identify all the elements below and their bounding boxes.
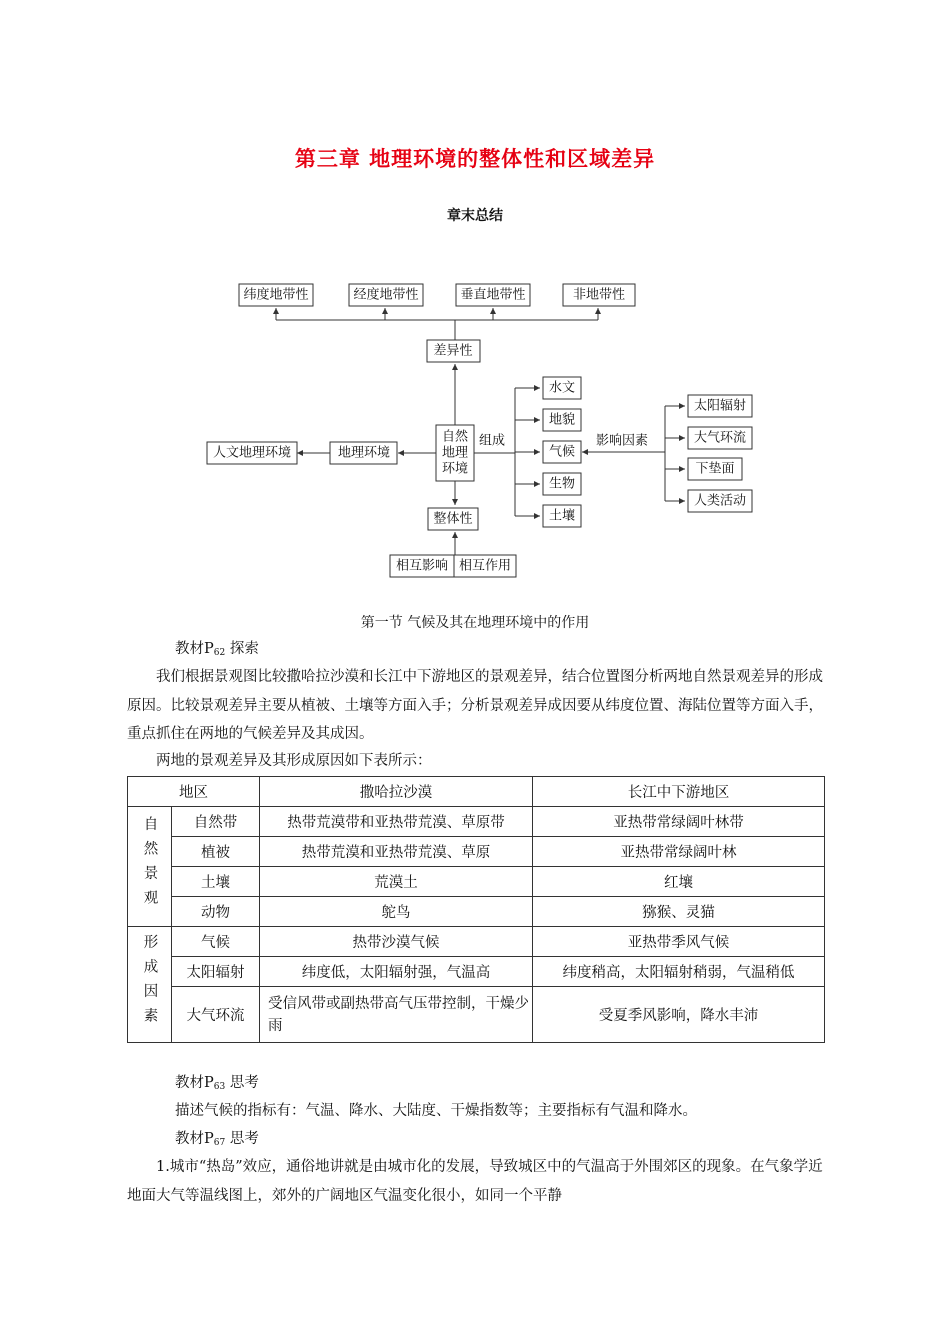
group-natural-landscape: 自然景观 [128, 807, 172, 927]
influence-label: 影响因素 [595, 433, 649, 449]
component-landform: 地貌 [548, 412, 576, 428]
factor-circulation: 大气环流 [693, 430, 747, 446]
geo-env-node: 地理环境 [337, 445, 391, 461]
component-nodes [543, 377, 581, 527]
chapter-title: 第三章 地理环境的整体性和区域差异 [294, 147, 656, 171]
textbook-ref-3: 教材$P_{67}$ 思考 [175, 1131, 259, 1148]
core-line-1: 自然 [441, 429, 469, 445]
concept-diagram [0, 0, 950, 600]
paragraph-1: 我们根据景观图比较撒哈拉沙漠和长江中下游地区的景观差异，结合位置图分析两地自然景观差异的形成原因。比较景观差异主要从植被、土壤等方面入手；分析景观差异成因要从纬度位置、海陆位置等方面入手，重点抓住在两地的气候差异及其成因。 [127, 669, 823, 742]
integrity-node: 整体性 [433, 511, 473, 527]
compose-label: 组成 [478, 433, 506, 449]
header-region: 地区 [128, 777, 260, 807]
factor-nodes [688, 395, 752, 512]
component-soil: 土壤 [548, 508, 576, 524]
belt-latitudinal: 纬度地带性 [243, 287, 309, 303]
belt-longitudinal: 经度地带性 [353, 287, 419, 303]
section-title: 第一节 气候及其在地理环境中的作用 [360, 615, 590, 631]
chapter-subtitle: 章末总结 [447, 208, 503, 224]
belt-azonal: 非地带性 [572, 287, 626, 303]
belt-vertical: 垂直地带性 [460, 287, 526, 303]
comparison-table [127, 776, 825, 1043]
paragraph-3: 描述气候的指标有：气温、降水、大陆度、干燥指数等；主要指标有气温和降水。 [175, 1103, 697, 1119]
component-hydrology: 水文 [548, 380, 576, 396]
factor-solar: 太阳辐射 [693, 398, 747, 414]
table-row: 动物 鸵鸟 猕猴、灵猫 [128, 897, 825, 927]
textbook-ref-2: 教材$P_{63}$ 思考 [175, 1075, 259, 1092]
table-row: 土壤 荒漠土 红壤 [128, 867, 825, 897]
core-line-2: 地理 [441, 445, 469, 461]
table-header-row [128, 777, 825, 807]
header-yangtze: 长江中下游地区 [533, 777, 825, 807]
header-sahara: 撒哈拉沙漠 [260, 777, 533, 807]
table-row: 自然景观 自然带 热带荒漠带和亚热带荒漠、草原带 亚热带常绿阔叶林带 [128, 807, 825, 837]
paragraph-2: 两地的景观差异及其形成原因如下表所示： [156, 753, 432, 769]
human-env-node: 人文地理环境 [212, 445, 292, 461]
component-biology: 生物 [548, 476, 576, 492]
factor-underlying: 下垫面 [695, 461, 735, 477]
difference-node: 差异性 [433, 343, 473, 359]
core-line-3: 环境 [441, 461, 469, 477]
table-row: 太阳辐射 纬度低，太阳辐射强，气温高 纬度稍高，太阳辐射稍弱，气温稍低 [128, 957, 825, 987]
textbook-ref-1: 教材$P_{62}$ 探索 [175, 641, 259, 658]
group-formation-factors: 形成因素 [128, 927, 172, 1043]
factor-human: 人类活动 [693, 493, 747, 509]
table-row: 形成因素 气候 热带沙漠气候 亚热带季风气候 [128, 927, 825, 957]
mutual-influence: 相互影响 [395, 558, 449, 574]
mutual-interaction: 相互作用 [458, 558, 512, 574]
belt-nodes [239, 284, 635, 306]
table-row: 大气环流 受信风带或副热带高气压带控制，干燥少雨 受夏季风影响，降水丰沛 [128, 987, 825, 1043]
component-climate: 气候 [548, 444, 576, 460]
table-row: 植被 热带荒漠和亚热带荒漠、草原 亚热带常绿阔叶林 [128, 837, 825, 867]
paragraph-4: 1.城市“热岛”效应，通俗地讲就是由城市化的发展，导致城区中的气温高于外围郊区的现象。在气象学近地面大气等温线图上，郊外的广阔地区气温变化很小，如同一个平静 [127, 1159, 823, 1204]
